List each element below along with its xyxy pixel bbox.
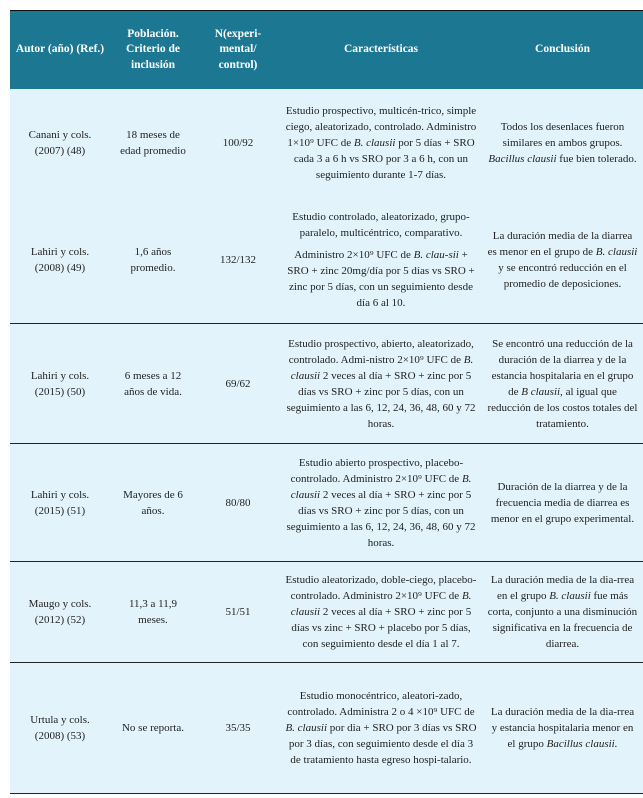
text-segment: + SRO + zinc 20mg/día por 5 días vs SRO + zinc por 5 días, con un seguimiento desde día 6 al 10. xyxy=(287,249,475,309)
cell-caracteristicas xyxy=(280,324,482,444)
cell-conclusion xyxy=(482,89,643,197)
cell-conclusion xyxy=(482,197,643,324)
text-segment: Estudio abierto prospectivo, placebo- controlado. Administro 2×10⁹ UFC de xyxy=(290,456,464,485)
italic-text: B clausii, xyxy=(521,385,563,398)
cell-autor: Canani y cols. (2007) (48) xyxy=(10,89,110,197)
text-segment: La duración media de la dia-rrea en el grupo xyxy=(490,574,635,602)
cell-n: 132/132 xyxy=(196,197,280,324)
text-segment: 2 veces al día + SRO + zinc por 5 días vs SRO + zinc por 5 días, con un seguimiento a las 6, 12, 24, 36, 48, 60 y 72 horas. xyxy=(286,369,476,430)
italic-text: Bacillus clausii xyxy=(488,153,557,165)
cell-poblacion: 6 meses a 12 años de vida. xyxy=(110,324,196,444)
paragraph xyxy=(287,249,475,309)
cell-caracteristicas xyxy=(280,444,482,562)
header-n: N(experi-mental/ control) xyxy=(196,11,280,90)
header-row xyxy=(10,11,643,90)
text-segment: Duración de la diarrea y de la frecuencia media de diarrea es menor en el grupo experimental. xyxy=(490,480,635,525)
cell-caracteristicas xyxy=(280,197,482,324)
cell-n: 100/92 xyxy=(196,89,280,197)
header-caracteristicas: Características xyxy=(280,11,482,90)
text-segment: Administro 2×10⁹ UFC de xyxy=(294,249,414,261)
text-segment: por dia + SRO por 3 días vs SRO por 3 días, con seguimiento desde el día 3 de tratamiento hasta egreso hospi-talario. xyxy=(288,722,477,766)
cell-caracteristicas xyxy=(280,89,482,197)
paragraph xyxy=(286,574,477,650)
text-segment: Todos los desenlaces fueron similares en ambos grupos. xyxy=(500,121,625,149)
cell-autor: Urtula y cols. (2008) (53) xyxy=(10,663,110,794)
cell-n: 35/35 xyxy=(196,663,280,794)
italic-text: B. clausii xyxy=(353,137,396,149)
text-segment: Estudio prospectivo, abierto, aleatorizado, controlado. Admi-nistro 2×10⁹ UFC de xyxy=(288,337,474,366)
paragraph xyxy=(286,105,477,181)
cell-n: 51/51 xyxy=(196,562,280,663)
text-segment: Estudio monocéntrico, aleatori-zado, controlado. Administra 2 o 4 ×10⁹ UFC de xyxy=(287,690,475,718)
italic-text: B. clausii xyxy=(290,590,472,618)
cell-n: 69/62 xyxy=(196,324,280,444)
text-segment: fue más corta, conjunto a una disminución significativa en la frecuencia de diarrea. xyxy=(487,590,638,650)
cell-conclusion xyxy=(482,444,643,562)
studies-table xyxy=(10,10,643,794)
cell-conclusion xyxy=(482,324,643,444)
cell-caracteristicas xyxy=(280,663,482,794)
paragraph xyxy=(285,690,476,766)
cell-poblacion: 18 meses de edad promedio xyxy=(110,89,196,197)
table-row xyxy=(10,444,643,562)
text-segment: Se encontró una reducción de la duración de la diarrea y de la estancia hospitalaria en el grupo de xyxy=(491,337,634,398)
cell-poblacion: Mayores de 6 años. xyxy=(110,444,196,562)
italic-text: B. clausii xyxy=(290,353,474,382)
table-row xyxy=(10,562,643,663)
header-conclusion: Conclusión xyxy=(482,11,643,90)
text-segment: y se encontró reducción en el promedio de deposiciones. xyxy=(498,262,627,290)
table-row xyxy=(10,324,643,444)
cell-poblacion: No se reporta. xyxy=(110,663,196,794)
cell-autor: Lahiri y cols. (2008) (49) xyxy=(10,197,110,324)
cell-poblacion: 11,3 a 11,9 meses. xyxy=(110,562,196,663)
italic-text: B. clausii xyxy=(549,590,591,602)
cell-poblacion: 1,6 años promedio. xyxy=(110,197,196,324)
cell-autor: Lahiri y cols. (2015) (51) xyxy=(10,444,110,562)
header-poblacion: Población. Criterio de inclusión xyxy=(110,11,196,90)
text-segment: 2 veces al día + SRO + zinc por 5 días vs zinc + SRO + placebo por 5 días, con seguimiento desde el día 1 al 7. xyxy=(291,606,472,650)
paragraph xyxy=(286,457,475,549)
text-segment: fue bien tolerado. xyxy=(556,153,637,165)
cell-autor: Lahiri y cols. (2015) (50) xyxy=(10,324,110,444)
text-segment: La duración media de la diarrea es menor en el grupo de xyxy=(487,230,633,258)
text-segment: Estudio controlado, aleatorizado, grupo-paralelo, multicéntrico, comparativo. xyxy=(292,211,470,239)
text-segment: Estudio aleatorizado, doble-ciego, placebo- controlado. Administro 2×10⁹ UFC de xyxy=(285,574,477,602)
cell-n: 80/80 xyxy=(196,444,280,562)
table-row xyxy=(10,663,643,794)
italic-text: B. clau-sii xyxy=(413,249,459,261)
italic-text: B. clausii xyxy=(595,246,638,258)
cell-conclusion xyxy=(482,562,643,663)
cell-caracteristicas xyxy=(280,562,482,663)
paragraph xyxy=(286,338,475,430)
text-segment: La duración media de la dia-rrea y estancia hospitalaria menor en el grupo xyxy=(490,706,635,750)
italic-text: B. clausii xyxy=(290,472,472,501)
italic-text: B. clausii xyxy=(285,722,328,734)
italic-text: Bacillus clausii. xyxy=(546,738,618,750)
paragraph-gap xyxy=(285,241,477,247)
text-segment: Estudio prospectivo, multicén-trico, simple ciego, aleatorizado, controlado. Administro 1×10⁹ UFC de xyxy=(285,105,477,149)
table-row xyxy=(10,197,643,324)
cell-conclusion xyxy=(482,663,643,794)
text-segment: 2 veces al día + SRO + zinc por 5 días vs SRO + zinc por 5 días, con un seguimiento a las 6, 12, 24, 36, 48, 60 y 72 horas. xyxy=(286,488,476,549)
header-autor: Autor (año) (Ref.) xyxy=(10,11,110,90)
cell-autor: Maugo y cols. (2012) (52) xyxy=(10,562,110,663)
table-row xyxy=(10,89,643,197)
paragraph xyxy=(292,211,469,239)
text-segment: por 5 días + SRO cada 3 a 6 h vs SRO por 3 a 6 h, con un seguimiento durante 1-7 días. xyxy=(293,137,475,181)
text-segment: al igual que reducción de los costos totales del tratamiento. xyxy=(487,385,638,430)
